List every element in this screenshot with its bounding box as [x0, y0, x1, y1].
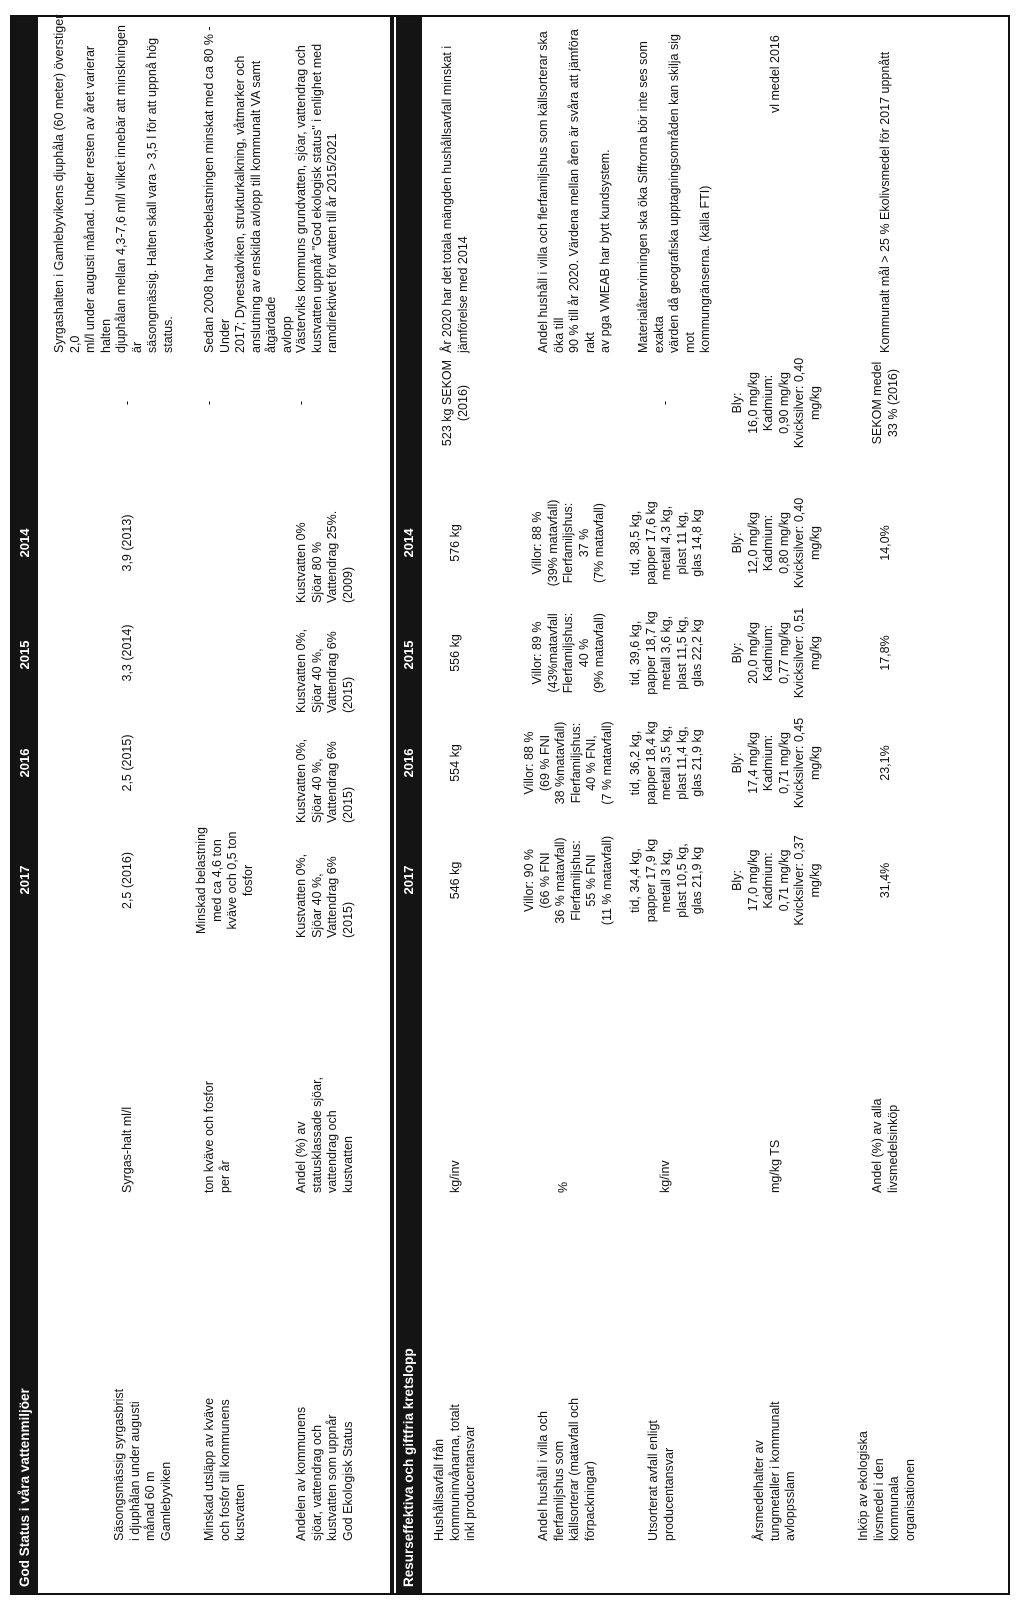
year-header: 2017	[401, 865, 416, 895]
year-header: 2014	[17, 528, 32, 558]
section-header	[396, 17, 422, 1593]
year-header: 2016	[17, 748, 32, 778]
value-2014: 14,0%	[878, 525, 892, 561]
section-header	[12, 17, 38, 1593]
section-circular	[396, 17, 917, 1593]
unit-cell: ton kväve och fosfor per år	[202, 1081, 232, 1193]
value-2017: Kustvatten 0%, Sjöar 40 %, Vattendrag 6% (2015)	[294, 853, 355, 938]
value-2015: 556 kg	[448, 634, 462, 672]
value-2015: Kustvatten 0%, Sjöar 40 %, Vattendrag 6% (2015)	[294, 628, 355, 713]
indicator-cell: Hushållsavfall från kommuninvånarna, totalt inkl producentansvar	[432, 1404, 477, 1541]
unit-cell: kg/inv	[658, 1160, 672, 1193]
value-2014: Kustvatten 0% Sjöar 80 % Vattendrag 25%. (2009)	[294, 510, 355, 603]
value-2014: Villor: 88 % (39% matavfall) Flerfamiljshus: 37 % (7% matavfall)	[530, 499, 606, 587]
trend-cell: -	[294, 400, 308, 406]
section-water	[12, 14, 355, 1593]
value-2017: Bly: 17,0 mg/kg Kadmium: 0,71 mg/kg Kvicksilver: 0,37 mg/kg	[730, 835, 822, 926]
year-header: 2017	[17, 865, 32, 895]
value-2016: Villor: 88 % (69 % FNI 38 %matavfall) Flerfamiljshus: 40 % FNI, (7 % matavfall)	[522, 721, 614, 805]
value-2015: tid, 39,6 kg, papper 18,7 kg metall 3,6 kg, plast 11,5 kg, glas 22,2 kg	[628, 611, 704, 695]
comment-cell: År 2020 har det totala mängden hushållsavfall minskat i jämförelse med 2014	[440, 45, 470, 353]
value-2017: Minskad belastning med ca 4,6 ton kväve och 0,5 ton fosfor	[194, 827, 255, 935]
comment-cell: vl medel 2016	[768, 35, 782, 113]
value-2017: Villor: 90 % (66 % FNI 36 % matavfall) Flerfamiljshus: 55 % FNI (11 % matavfall)	[522, 835, 614, 926]
indicator-cell: Utsorterat avfall enligt producentansvar	[646, 1420, 676, 1541]
trend-cell: Bly: 16,0 mg/kg Kadmium: 0,90 mg/kg Kvicksilver: 0,40 mg/kg	[730, 357, 822, 449]
trend-cell: -	[120, 400, 134, 406]
year-header: 2015	[401, 640, 416, 670]
comment-cell: Kommunalt mål > 25 % Ekolivsmedel för 2017 uppnått	[878, 51, 892, 353]
section-title: Resurseffektiva och giftfria kretslopp	[401, 1348, 416, 1587]
comment-cell: Sedan 2008 har kvävebelastningen minskat med ca 80 % - Under 2017; Dynestadviken, strukturkalkning, våtmarker och anslutning av enskilda avlopp till kommunalt VA samt åtgärdade avlopp	[202, 26, 294, 353]
section-divider	[390, 17, 394, 1593]
comment-cell: Andel hushåll i villa och flerfamiljshus som källsorterar ska öka till 90 % till år 2020. Värdena mellan åren är svåra att jämföra rakt av pga VMEAB har bytt kundsystem.	[536, 29, 612, 353]
indicator-cell: Minskad utsläpp av kväve och fosfor till kommunens kustvatten	[202, 1397, 247, 1541]
trend-cell: SEKOM medel 33 % (2016)	[870, 361, 900, 445]
trend-cell: 523 kg SEKOM (2016)	[440, 359, 470, 447]
value-2014: 3,9 (2013)	[120, 514, 134, 572]
value-2017: 546 kg	[448, 861, 462, 900]
indicator-cell: Andel hushåll i villa och flerfamiljshus som källsorterar (matavfall och förpackningar)	[536, 1397, 597, 1541]
results-table	[10, 15, 1010, 1595]
indicator-cell: Årsmedelhalter av tungmetaller i kommunalt avloppsslam	[752, 1401, 797, 1541]
value-2017: tid, 34,4 kg, papper 17,9 kg metall 3 kg, plast 10,5 kg, glas 21,9 kg	[628, 838, 704, 923]
section-title: God Status i våra vattenmiljöer	[17, 1388, 32, 1587]
year-header: 2016	[401, 748, 416, 778]
value-2017: 2,5 (2016)	[120, 852, 134, 909]
value-2016: 2,5 (2015)	[120, 734, 134, 792]
comment-cell: Västerviks kommuns grundvatten, sjöar, vattendrag och kustvatten uppnår "God ekologisk status" i enlighet med ramdirektivet för vatten till år 2015/2021	[294, 43, 339, 353]
value-2017: 31,4%	[878, 862, 892, 899]
value-2015: Villor: 89 % (43%matavfall Flerfamiljshus: 40 % (9% matavfall)	[530, 612, 606, 694]
value-2014: tid, 38,5 kg, papper 17,6 kg metall 4,3 kg, plast 11 kg, glas 14,8 kg	[628, 501, 704, 585]
value-2016: 554 kg	[448, 744, 462, 782]
indicator-cell: Inköp av ekologiska livsmedel i den kommunala organisationen	[856, 1431, 917, 1541]
value-2014: 576 kg	[448, 524, 462, 562]
indicator-cell: Andelen av kommunens sjöar, vattendrag och kustvatten som uppnår God Ekologisk Status	[294, 1406, 355, 1541]
unit-cell: Andel (%) av alla livsmedelsinköp	[870, 1098, 900, 1193]
year-header: 2014	[401, 528, 416, 558]
year-header: 2015	[17, 640, 32, 670]
value-2015: 3,3 (2014)	[120, 624, 134, 682]
trend-cell: -	[202, 400, 216, 406]
value-2016: Bly: 17,4 mg/kg Kadmium: 0,71 mg/kg Kvicksilver: 0,45 mg/kg	[730, 717, 822, 809]
value-2014: Bly: 12,0 mg/kg Kadmium: 0,80 mg/kg Kvicksilver: 0,40 mg/kg	[730, 497, 822, 589]
value-2016: Kustvatten 0%, Sjöar 40 %, Vattendrag 6% (2015)	[294, 738, 355, 823]
value-2016: tid, 36,2 kg, papper 18,4 kg metall 3,5 kg, plast 11,4 kg, glas 21,9 kg	[628, 721, 704, 805]
value-2016: 23,1%	[878, 745, 892, 781]
unit-cell: %	[556, 1181, 570, 1193]
trend-cell: -	[658, 400, 672, 406]
unit-cell: Andel (%) av statusklassade sjöar, vattendrag och kustvatten	[294, 1076, 355, 1193]
unit-cell: Syrgas-halt ml/l	[120, 1106, 134, 1193]
comment-cell: Syrgashalten i Gamlebyvikens djuphåla (60 meter) överstiger 2,0 ml/l under augusti månad. Under resten av året varierar halten djuphålan mellan 4,3-7,6 ml/l vilket innebär att minskningen är säsongmässig. Halten skall vara > 3,5 l för att uppnå hög status.	[52, 14, 175, 353]
value-2015: Bly: 20,0 mg/kg Kadmium: 0,77 mg/kg Kvicksilver: 0,51 mg/kg	[730, 607, 822, 699]
value-2015: 17,8%	[878, 635, 892, 671]
comment-cell: Materialåtervinningen ska öka Siffrorna bör inte ses som exakta värden då geografiska upptagningsområden kan skilja sig mot kommungränserna. (källa FTI)	[636, 34, 712, 353]
unit-cell: kg/inv	[448, 1160, 462, 1193]
indicator-cell: Säsongsmässig syrgasbrist i djuphålan under augusti månad 60 m Gamlebyviken	[112, 1388, 173, 1541]
unit-cell: mg/kg TS	[768, 1139, 782, 1193]
